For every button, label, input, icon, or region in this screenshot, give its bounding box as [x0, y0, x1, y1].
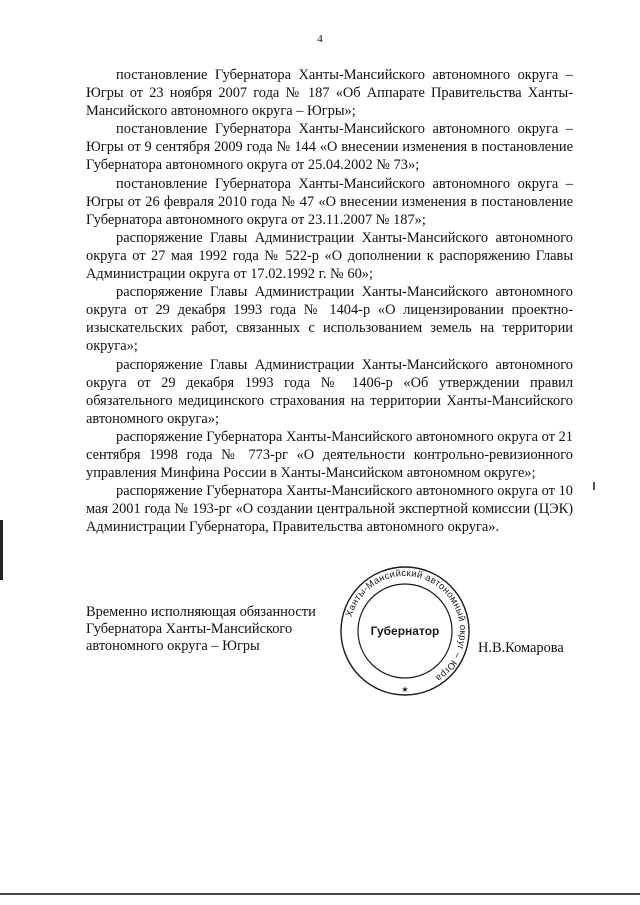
list-item: распоряжение Главы Администрации Ханты-Мансийского автономного округа от 27 мая 1992 года № 522-р «О дополнении к распоряжению Главы Администрации округа от 17.02.1992 г. № 60»; — [86, 229, 573, 283]
signatory-name: Н.В.Комарова — [478, 640, 564, 656]
signatory-position-line: автономного округа – Югры — [86, 638, 260, 655]
seal-star-icon: ★ — [401, 685, 409, 694]
signatory-position-line: Временно исполняющая обязанности — [86, 604, 316, 620]
scan-speck — [593, 482, 595, 490]
scan-edge-mark — [0, 520, 3, 580]
document-body — [86, 66, 573, 536]
list-item: распоряжение Губернатора Ханты-Мансийского автономного округа от 10 мая 2001 года № 193-рг «О создании центральной экспертной комиссии (ЦЭК) Администрации Губернатора, Правительства автономного округа». — [86, 483, 573, 536]
list-item: постановление Губернатора Ханты-Мансийского автономного округа – Югры от 9 сентября 2009 года № 144 «О внесении изменения в постановление Губернатора автономного округа от 25.04.2002 № 73»; — [86, 121, 573, 174]
list-item: распоряжение Главы Администрации Ханты-Мансийского автономного округа от 29 декабря 1993 года № 1406-р «Об утверждении правил обязательного медицинского страхования на территории Ханты-Мансийского автономного округа»; — [86, 356, 573, 427]
list-item: постановление Губернатора Ханты-Мансийского автономного округа – Югры от 23 ноября 2007 года № 187 «Об Аппарате Правительства Ханты-Мансийского автономного округа – Югры»; — [86, 67, 573, 120]
official-seal-stamp — [337, 563, 473, 699]
seal-center-text: Губернатор — [370, 624, 440, 638]
signatory-position — [86, 604, 346, 656]
list-item: распоряжение Главы Администрации Ханты-Мансийского автономного округа от 29 декабря 1993 года № 1404-р «О лицензировании проектно-изыскательских работ, связанных с использованием земель на территории округа»; — [86, 284, 573, 355]
list-item: распоряжение Губернатора Ханты-Мансийского автономного округа от 21 сентября 1998 года № 773-рг «О деятельности контрольно-ревизионного управления Минфина России в Ханты-Мансийском автономном округе»; — [86, 428, 573, 482]
list-item: постановление Губернатора Ханты-Мансийского автономного округа – Югры от 26 февраля 2010 года № 47 «О внесении изменения в постановление Губернатора автономного округа от 23.11.2007 № 187»; — [86, 175, 573, 228]
scan-bottom-edge — [0, 893, 640, 895]
seal-ring-text: Ханты-Мансийский автономный округ – Югра — [344, 567, 469, 684]
signatory-position-line: Губернатора Ханты-Мансийского — [86, 621, 293, 638]
page-number: 4 — [317, 33, 323, 45]
